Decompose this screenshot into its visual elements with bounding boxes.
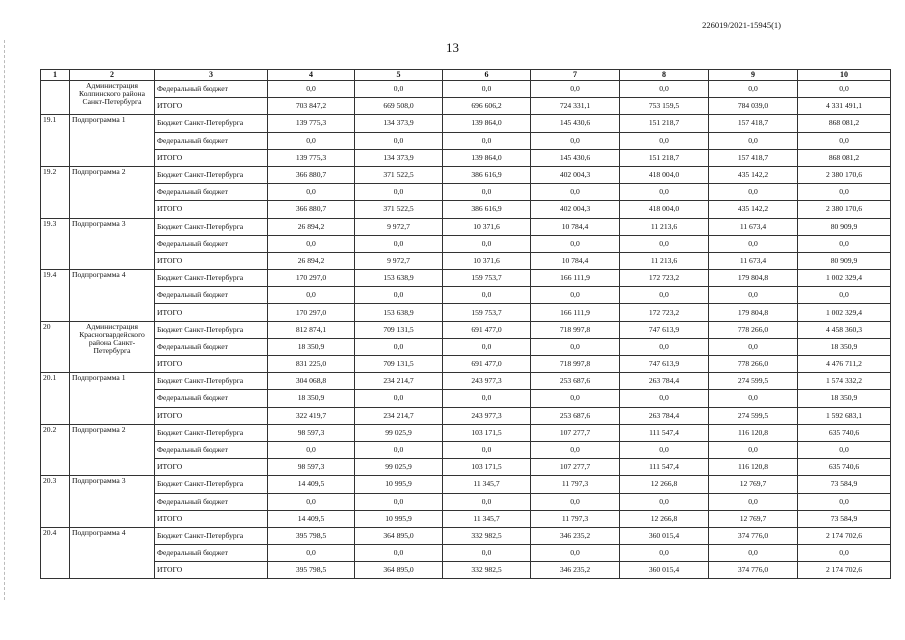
- value-cell: 172 723,2: [620, 304, 709, 321]
- value-cell: 0,0: [443, 338, 531, 355]
- value-cell: 0,0: [355, 390, 443, 407]
- table-row: [41, 459, 891, 476]
- value-cell: 0,0: [620, 493, 709, 510]
- total-cell: 1 002 329,4: [798, 304, 891, 321]
- total-cell: 2 174 702,6: [798, 527, 891, 544]
- row-name: Подпрограмма 2: [70, 424, 155, 476]
- value-cell: 346 235,2: [531, 562, 620, 579]
- value-cell: 0,0: [268, 287, 355, 304]
- value-cell: 0,0: [620, 235, 709, 252]
- value-cell: 98 597,3: [268, 459, 355, 476]
- funding-source: ИТОГО: [155, 407, 268, 424]
- value-cell: 0,0: [443, 132, 531, 149]
- total-cell: 80 909,9: [798, 218, 891, 235]
- value-cell: 26 894,2: [268, 252, 355, 269]
- value-cell: 153 638,9: [355, 270, 443, 287]
- value-cell: 0,0: [531, 235, 620, 252]
- row-code: [41, 81, 70, 115]
- funding-source: ИТОГО: [155, 201, 268, 218]
- value-cell: 253 687,6: [531, 373, 620, 390]
- value-cell: 179 804,8: [709, 304, 798, 321]
- column-header: 6: [443, 70, 531, 81]
- row-name: Подпрограмма 1: [70, 115, 155, 167]
- value-cell: 0,0: [620, 132, 709, 149]
- value-cell: 0,0: [443, 545, 531, 562]
- value-cell: 0,0: [443, 235, 531, 252]
- value-cell: 0,0: [355, 545, 443, 562]
- row-code: 20: [41, 321, 70, 373]
- total-cell: 0,0: [798, 441, 891, 458]
- value-cell: 371 522,5: [355, 166, 443, 183]
- total-cell: 18 350,9: [798, 390, 891, 407]
- value-cell: 11 213,6: [620, 218, 709, 235]
- value-cell: 10 784,4: [531, 252, 620, 269]
- value-cell: 402 004,3: [531, 166, 620, 183]
- value-cell: 18 350,9: [268, 390, 355, 407]
- row-code: 19.2: [41, 166, 70, 218]
- value-cell: 99 025,9: [355, 459, 443, 476]
- value-cell: 103 171,5: [443, 424, 531, 441]
- column-header: 5: [355, 70, 443, 81]
- row-name: Подпрограмма 1: [70, 373, 155, 425]
- value-cell: 14 409,5: [268, 510, 355, 527]
- value-cell: 371 522,5: [355, 201, 443, 218]
- funding-source: Федеральный бюджет: [155, 441, 268, 458]
- value-cell: 0,0: [268, 235, 355, 252]
- value-cell: 0,0: [355, 493, 443, 510]
- funding-source: Федеральный бюджет: [155, 184, 268, 201]
- funding-source: Федеральный бюджет: [155, 287, 268, 304]
- value-cell: 0,0: [355, 235, 443, 252]
- value-cell: 0,0: [268, 441, 355, 458]
- column-header: 9: [709, 70, 798, 81]
- value-cell: 0,0: [531, 545, 620, 562]
- value-cell: 170 297,0: [268, 270, 355, 287]
- value-cell: 812 874,1: [268, 321, 355, 338]
- value-cell: 364 895,0: [355, 527, 443, 544]
- value-cell: 0,0: [443, 184, 531, 201]
- table-row: [41, 287, 891, 304]
- value-cell: 332 982,5: [443, 527, 531, 544]
- row-code: 19.4: [41, 270, 70, 322]
- value-cell: 12 769,7: [709, 476, 798, 493]
- funding-source: ИТОГО: [155, 252, 268, 269]
- value-cell: 12 266,8: [620, 510, 709, 527]
- value-cell: 0,0: [531, 390, 620, 407]
- row-code: 20.1: [41, 373, 70, 425]
- total-cell: 80 909,9: [798, 252, 891, 269]
- value-cell: 107 277,7: [531, 459, 620, 476]
- value-cell: 159 753,7: [443, 270, 531, 287]
- value-cell: 0,0: [709, 235, 798, 252]
- value-cell: 134 373,9: [355, 149, 443, 166]
- table-row: [41, 235, 891, 252]
- value-cell: 274 599,5: [709, 373, 798, 390]
- value-cell: 243 977,3: [443, 407, 531, 424]
- column-header: 8: [620, 70, 709, 81]
- value-cell: 11 345,7: [443, 476, 531, 493]
- value-cell: 778 266,0: [709, 321, 798, 338]
- row-code: 20.4: [41, 527, 70, 579]
- value-cell: 139 775,3: [268, 149, 355, 166]
- value-cell: 696 606,2: [443, 98, 531, 115]
- value-cell: 0,0: [443, 493, 531, 510]
- funding-source: Федеральный бюджет: [155, 338, 268, 355]
- table-row: [41, 493, 891, 510]
- total-cell: 2 380 170,6: [798, 166, 891, 183]
- value-cell: 0,0: [268, 81, 355, 98]
- value-cell: 778 266,0: [709, 356, 798, 373]
- value-cell: 386 616,9: [443, 166, 531, 183]
- total-cell: 0,0: [798, 235, 891, 252]
- value-cell: 107 277,7: [531, 424, 620, 441]
- total-cell: 2 380 170,6: [798, 201, 891, 218]
- value-cell: 0,0: [443, 81, 531, 98]
- value-cell: 402 004,3: [531, 201, 620, 218]
- value-cell: 0,0: [443, 287, 531, 304]
- column-header: 4: [268, 70, 355, 81]
- table-row: [41, 218, 891, 235]
- value-cell: 10 371,6: [443, 252, 531, 269]
- row-name: Подпрограмма 3: [70, 476, 155, 528]
- funding-source: Федеральный бюджет: [155, 132, 268, 149]
- value-cell: 0,0: [355, 132, 443, 149]
- value-cell: 99 025,9: [355, 424, 443, 441]
- value-cell: 9 972,7: [355, 252, 443, 269]
- table-row: [41, 373, 891, 390]
- header-row: [41, 70, 891, 81]
- value-cell: 0,0: [531, 441, 620, 458]
- value-cell: 322 419,7: [268, 407, 355, 424]
- value-cell: 0,0: [620, 441, 709, 458]
- row-code: 20.3: [41, 476, 70, 528]
- value-cell: 274 599,5: [709, 407, 798, 424]
- value-cell: 0,0: [709, 493, 798, 510]
- table-row: [41, 510, 891, 527]
- value-cell: 747 613,9: [620, 321, 709, 338]
- value-cell: 0,0: [268, 132, 355, 149]
- value-cell: 151 218,7: [620, 115, 709, 132]
- funding-source: Бюджет Санкт-Петербурга: [155, 476, 268, 493]
- value-cell: 747 613,9: [620, 356, 709, 373]
- value-cell: 263 784,4: [620, 373, 709, 390]
- value-cell: 0,0: [531, 287, 620, 304]
- funding-source: Бюджет Санкт-Петербурга: [155, 424, 268, 441]
- funding-source: Бюджет Санкт-Петербурга: [155, 270, 268, 287]
- value-cell: 0,0: [355, 338, 443, 355]
- value-cell: 98 597,3: [268, 424, 355, 441]
- value-cell: 159 753,7: [443, 304, 531, 321]
- value-cell: 0,0: [620, 81, 709, 98]
- value-cell: 418 004,0: [620, 201, 709, 218]
- total-cell: 1 574 332,2: [798, 373, 891, 390]
- value-cell: 0,0: [620, 287, 709, 304]
- row-code: 20.2: [41, 424, 70, 476]
- value-cell: 10 995,9: [355, 476, 443, 493]
- value-cell: 111 547,4: [620, 459, 709, 476]
- table-row: [41, 132, 891, 149]
- value-cell: 395 798,5: [268, 562, 355, 579]
- value-cell: 0,0: [709, 184, 798, 201]
- value-cell: 386 616,9: [443, 201, 531, 218]
- value-cell: 12 266,8: [620, 476, 709, 493]
- value-cell: 709 131,5: [355, 321, 443, 338]
- value-cell: 0,0: [620, 390, 709, 407]
- table-row: [41, 424, 891, 441]
- value-cell: 374 776,0: [709, 562, 798, 579]
- value-cell: 9 972,7: [355, 218, 443, 235]
- total-cell: 73 584,9: [798, 476, 891, 493]
- value-cell: 718 997,8: [531, 321, 620, 338]
- value-cell: 703 847,2: [268, 98, 355, 115]
- table-row: [41, 115, 891, 132]
- total-cell: 4 458 360,3: [798, 321, 891, 338]
- value-cell: 418 004,0: [620, 166, 709, 183]
- value-cell: 10 371,6: [443, 218, 531, 235]
- table-row: [41, 407, 891, 424]
- table-row: [41, 476, 891, 493]
- value-cell: 691 477,0: [443, 356, 531, 373]
- value-cell: 435 142,2: [709, 166, 798, 183]
- column-header: 3: [155, 70, 268, 81]
- table-row: [41, 270, 891, 287]
- funding-source: Бюджет Санкт-Петербурга: [155, 218, 268, 235]
- budget-table-body: [41, 70, 891, 579]
- value-cell: 0,0: [709, 441, 798, 458]
- funding-source: Федеральный бюджет: [155, 545, 268, 562]
- funding-source: ИТОГО: [155, 149, 268, 166]
- value-cell: 0,0: [268, 493, 355, 510]
- value-cell: 11 345,7: [443, 510, 531, 527]
- value-cell: 0,0: [531, 184, 620, 201]
- value-cell: 139 864,0: [443, 149, 531, 166]
- total-cell: 1 002 329,4: [798, 270, 891, 287]
- value-cell: 831 225,0: [268, 356, 355, 373]
- funding-source: Бюджет Санкт-Петербурга: [155, 373, 268, 390]
- value-cell: 784 039,0: [709, 98, 798, 115]
- value-cell: 170 297,0: [268, 304, 355, 321]
- funding-source: Федеральный бюджет: [155, 493, 268, 510]
- page-number: 13: [446, 40, 459, 55]
- total-cell: 0,0: [798, 287, 891, 304]
- value-cell: 157 418,7: [709, 149, 798, 166]
- value-cell: 12 769,7: [709, 510, 798, 527]
- value-cell: 0,0: [709, 81, 798, 98]
- value-cell: 0,0: [709, 132, 798, 149]
- table-row: [41, 356, 891, 373]
- total-cell: 4 331 491,1: [798, 98, 891, 115]
- column-header: 2: [70, 70, 155, 81]
- value-cell: 718 997,8: [531, 356, 620, 373]
- total-cell: 868 081,2: [798, 115, 891, 132]
- value-cell: 0,0: [620, 184, 709, 201]
- total-cell: 73 584,9: [798, 510, 891, 527]
- table-row: [41, 304, 891, 321]
- table-row: [41, 562, 891, 579]
- value-cell: 263 784,4: [620, 407, 709, 424]
- row-name: Подпрограмма 4: [70, 270, 155, 322]
- table-row: [41, 338, 891, 355]
- column-header: 7: [531, 70, 620, 81]
- row-code: 19.1: [41, 115, 70, 167]
- document-number: 226019/2021-15945(1): [702, 20, 781, 30]
- value-cell: 10 784,4: [531, 218, 620, 235]
- value-cell: 0,0: [443, 390, 531, 407]
- binding-margin-line: [4, 40, 5, 600]
- funding-source: ИТОГО: [155, 510, 268, 527]
- funding-source: ИТОГО: [155, 356, 268, 373]
- value-cell: 0,0: [355, 287, 443, 304]
- value-cell: 374 776,0: [709, 527, 798, 544]
- value-cell: 0,0: [620, 338, 709, 355]
- funding-source: Федеральный бюджет: [155, 81, 268, 98]
- value-cell: 103 171,5: [443, 459, 531, 476]
- value-cell: 11 673,4: [709, 252, 798, 269]
- total-cell: 1 592 683,1: [798, 407, 891, 424]
- value-cell: 0,0: [620, 545, 709, 562]
- value-cell: 366 880,7: [268, 166, 355, 183]
- value-cell: 14 409,5: [268, 476, 355, 493]
- value-cell: 18 350,9: [268, 338, 355, 355]
- value-cell: 0,0: [531, 493, 620, 510]
- total-cell: 18 350,9: [798, 338, 891, 355]
- value-cell: 0,0: [443, 441, 531, 458]
- value-cell: 151 218,7: [620, 149, 709, 166]
- value-cell: 435 142,2: [709, 201, 798, 218]
- value-cell: 157 418,7: [709, 115, 798, 132]
- total-cell: 0,0: [798, 132, 891, 149]
- funding-source: ИТОГО: [155, 459, 268, 476]
- value-cell: 145 430,6: [531, 149, 620, 166]
- table-row: [41, 149, 891, 166]
- funding-source: Бюджет Санкт-Петербурга: [155, 321, 268, 338]
- total-cell: 0,0: [798, 493, 891, 510]
- value-cell: 145 430,6: [531, 115, 620, 132]
- value-cell: 0,0: [709, 545, 798, 562]
- table-row: [41, 166, 891, 183]
- value-cell: 0,0: [531, 132, 620, 149]
- total-cell: 635 740,6: [798, 459, 891, 476]
- table-row: [41, 98, 891, 115]
- funding-source: Бюджет Санкт-Петербурга: [155, 115, 268, 132]
- value-cell: 0,0: [355, 81, 443, 98]
- column-header: 10: [798, 70, 891, 81]
- value-cell: 166 111,9: [531, 270, 620, 287]
- value-cell: 0,0: [709, 390, 798, 407]
- value-cell: 111 547,4: [620, 424, 709, 441]
- value-cell: 709 131,5: [355, 356, 443, 373]
- value-cell: 366 880,7: [268, 201, 355, 218]
- value-cell: 134 373,9: [355, 115, 443, 132]
- value-cell: 116 120,8: [709, 459, 798, 476]
- table-row: [41, 527, 891, 544]
- value-cell: 234 214,7: [355, 373, 443, 390]
- funding-source: Федеральный бюджет: [155, 390, 268, 407]
- row-name: Администрация Красногвардейского района Санкт-Петербурга: [70, 321, 155, 373]
- value-cell: 234 214,7: [355, 407, 443, 424]
- funding-source: Бюджет Санкт-Петербурга: [155, 166, 268, 183]
- total-cell: 0,0: [798, 545, 891, 562]
- row-code: 19.3: [41, 218, 70, 270]
- value-cell: 26 894,2: [268, 218, 355, 235]
- table-row: [41, 321, 891, 338]
- value-cell: 0,0: [531, 81, 620, 98]
- value-cell: 724 331,1: [531, 98, 620, 115]
- total-cell: 635 740,6: [798, 424, 891, 441]
- row-name: Подпрограмма 4: [70, 527, 155, 579]
- table-row: [41, 252, 891, 269]
- table-row: [41, 184, 891, 201]
- total-cell: 0,0: [798, 184, 891, 201]
- value-cell: 11 797,3: [531, 476, 620, 493]
- table-row: [41, 201, 891, 218]
- value-cell: 669 508,0: [355, 98, 443, 115]
- value-cell: 0,0: [531, 338, 620, 355]
- value-cell: 0,0: [268, 184, 355, 201]
- value-cell: 11 797,3: [531, 510, 620, 527]
- table-row: [41, 81, 891, 98]
- total-cell: 2 174 702,6: [798, 562, 891, 579]
- value-cell: 166 111,9: [531, 304, 620, 321]
- total-cell: 868 081,2: [798, 149, 891, 166]
- value-cell: 360 015,4: [620, 527, 709, 544]
- value-cell: 0,0: [709, 338, 798, 355]
- budget-table: [40, 69, 891, 579]
- value-cell: 753 159,5: [620, 98, 709, 115]
- table-row: [41, 545, 891, 562]
- value-cell: 139 775,3: [268, 115, 355, 132]
- value-cell: 10 995,9: [355, 510, 443, 527]
- funding-source: ИТОГО: [155, 304, 268, 321]
- value-cell: 304 068,8: [268, 373, 355, 390]
- value-cell: 11 213,6: [620, 252, 709, 269]
- value-cell: 364 895,0: [355, 562, 443, 579]
- value-cell: 395 798,5: [268, 527, 355, 544]
- row-name: Администрация Колпинского района Санкт-Петербурга: [70, 81, 155, 115]
- funding-source: ИТОГО: [155, 562, 268, 579]
- total-cell: 4 476 711,2: [798, 356, 891, 373]
- table-row: [41, 441, 891, 458]
- value-cell: 0,0: [268, 545, 355, 562]
- value-cell: 332 982,5: [443, 562, 531, 579]
- value-cell: 172 723,2: [620, 270, 709, 287]
- value-cell: 139 864,0: [443, 115, 531, 132]
- value-cell: 253 687,6: [531, 407, 620, 424]
- value-cell: 360 015,4: [620, 562, 709, 579]
- funding-source: Бюджет Санкт-Петербурга: [155, 527, 268, 544]
- value-cell: 153 638,9: [355, 304, 443, 321]
- value-cell: 116 120,8: [709, 424, 798, 441]
- value-cell: 0,0: [355, 184, 443, 201]
- row-name: Подпрограмма 2: [70, 166, 155, 218]
- value-cell: 11 673,4: [709, 218, 798, 235]
- value-cell: 346 235,2: [531, 527, 620, 544]
- table-row: [41, 390, 891, 407]
- funding-source: ИТОГО: [155, 98, 268, 115]
- row-name: Подпрограмма 3: [70, 218, 155, 270]
- total-cell: 0,0: [798, 81, 891, 98]
- value-cell: 243 977,3: [443, 373, 531, 390]
- value-cell: 179 804,8: [709, 270, 798, 287]
- value-cell: 0,0: [355, 441, 443, 458]
- column-header: 1: [41, 70, 70, 81]
- funding-source: Федеральный бюджет: [155, 235, 268, 252]
- value-cell: 691 477,0: [443, 321, 531, 338]
- value-cell: 0,0: [709, 287, 798, 304]
